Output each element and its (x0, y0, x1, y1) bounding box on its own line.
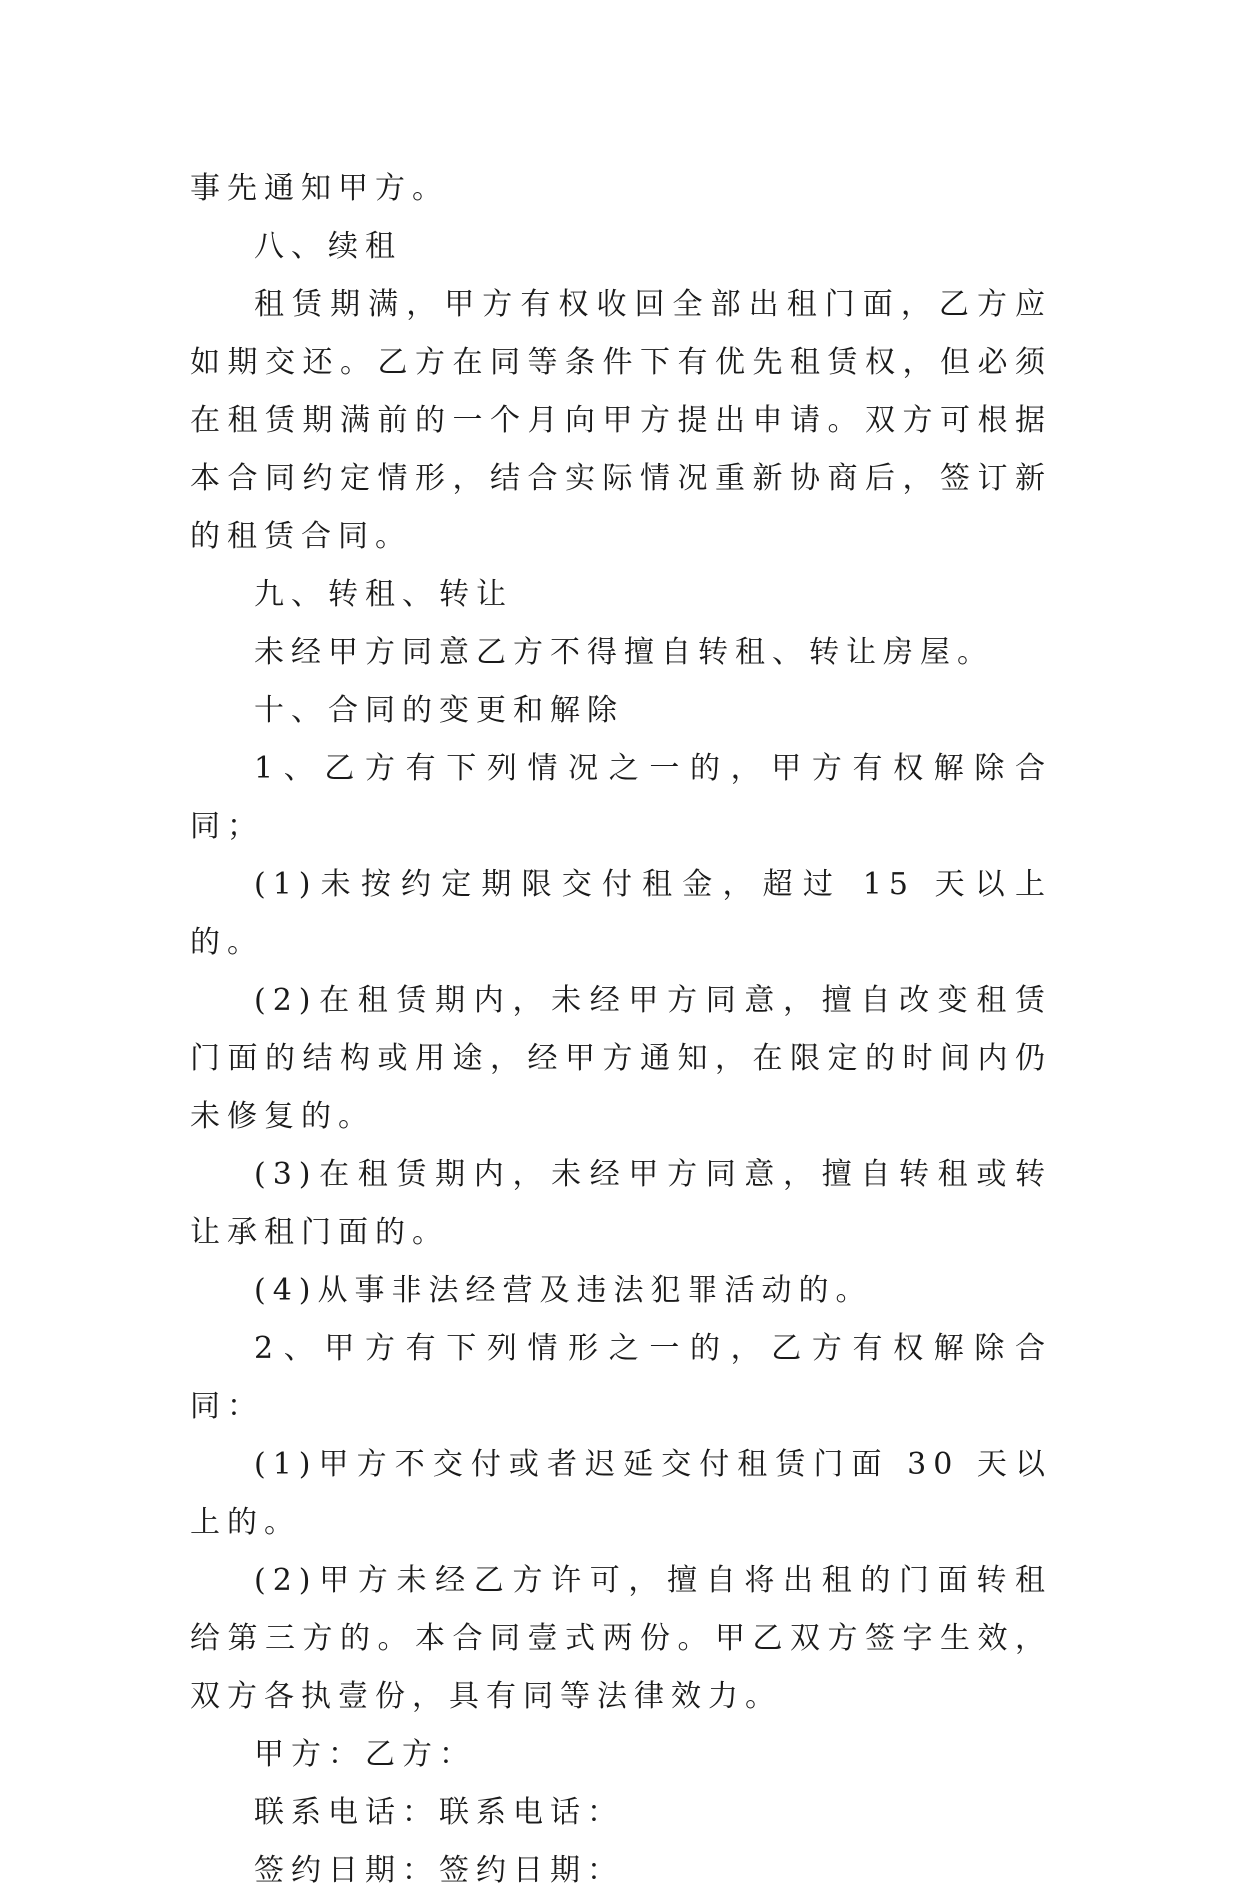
document-body (190, 160, 1052, 1900)
signature-date: 签约日期：签约日期： (254, 1853, 624, 1888)
paragraph-continuation: 事先通知甲方。 (190, 171, 449, 206)
section-heading-termination: 十、合同的变更和解除 (254, 693, 624, 728)
clause-item: (4)从事非法经营及违法犯罪活动的。 (254, 1273, 873, 1308)
paragraph-renewal-terms: 租赁期满，甲方有权收回全部出租门面，乙方应如期交还。乙方在同等条件下有优先租赁权，但必须在租赁期满前的一个月向甲方提出申请。双方可根据本合同约定情形，结合实际情况重新协商后，签订新的租赁合同。 (190, 287, 1052, 554)
clause-party-b-conditions: 1、乙方有下列情况之一的，甲方有权解除合同； (190, 751, 1052, 844)
section-heading-renewal: 八、续租 (254, 229, 402, 264)
clause-party-a-conditions: 2、甲方有下列情形之一的，乙方有权解除合同： (190, 1331, 1052, 1424)
paragraph-sublease-terms: 未经甲方同意乙方不得擅自转租、转让房屋。 (254, 635, 994, 670)
clause-item: (1)甲方不交付或者迟延交付租赁门面 30 天以上的。 (190, 1447, 1052, 1540)
clause-item: (1)未按约定期限交付租金，超过 15 天以上的。 (190, 867, 1052, 960)
section-heading-sublease: 九、转租、转让 (254, 577, 513, 612)
signature-parties: 甲方：乙方： (254, 1737, 476, 1772)
signature-phone: 联系电话：联系电话： (254, 1795, 624, 1830)
clause-item: (3)在租赁期内，未经甲方同意，擅自转租或转让承租门面的。 (190, 1157, 1052, 1250)
clause-item: (2)在租赁期内，未经甲方同意，擅自改变租赁门面的结构或用途，经甲方通知，在限定的时间内仍未修复的。 (190, 983, 1052, 1134)
clause-item: (2)甲方未经乙方许可，擅自将出租的门面转租给第三方的。本合同壹式两份。甲乙双方签字生效，双方各执壹份，具有同等法律效力。 (190, 1563, 1052, 1714)
